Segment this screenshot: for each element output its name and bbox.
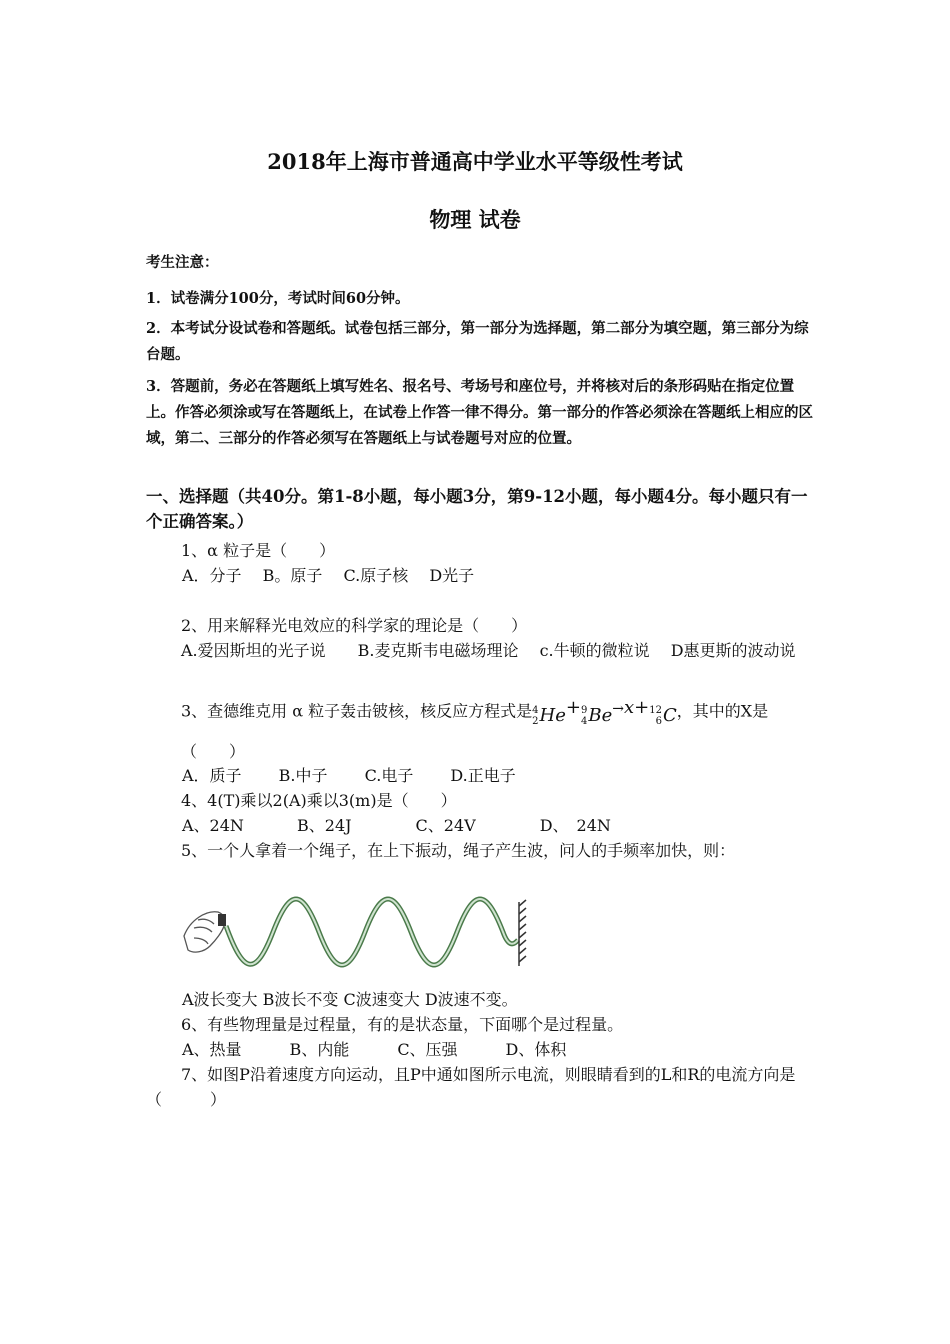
question-3-stem-post: ，其中的X是（ ） <box>181 701 769 761</box>
question-7 <box>146 1062 811 1112</box>
question-6-options: A、热量 B、内能 C、压强 D、体积 <box>182 1040 567 1059</box>
question-3-options: A．质子 B.中子 C.电子 D.正电子 <box>182 766 516 785</box>
question-4-stem: 4、4(T)乘以2(A)乘以3(m)是（ ） <box>181 791 457 810</box>
he-mass-number: 4 <box>532 705 539 716</box>
exam-title: 2018年上海市普通高中学业水平等级性考试 <box>267 149 683 174</box>
question-4 <box>146 788 811 813</box>
question-1 <box>146 538 811 563</box>
c-symbol: C <box>662 705 677 726</box>
question-7-stem: 7、如图P沿着速度方向运动，且P中通如图所示电流，则眼睛看到的L和R的电流方向是（ ） <box>146 1065 796 1109</box>
question-3-stem-pre: 3、查德维克用 α 粒子轰击铍核，核反应方程式是 <box>181 701 533 721</box>
question-5-options: A波长变大 B波长不变 C波速变大 D波速不变。 <box>182 990 518 1009</box>
x-symbol: x <box>624 697 635 718</box>
beryllium-nucleus <box>581 698 612 734</box>
notice-item-3: 3．答题前，务必在答题纸上填写姓名、报名号、考场号和座位号，并将核对后的条形码贴在指定位置上。作答必须涂或写在答题纸上，在试卷上作答一律不得分。第一部分的作答必须涂在答题纸上相应的区域，第二、三部分的作答必须写在答题纸上与试卷题号对应的位置。 <box>146 378 813 447</box>
plus-sign-2: + <box>634 697 650 718</box>
c-mass-number: 12 <box>649 705 662 716</box>
be-symbol: Be <box>588 705 613 726</box>
nuclear-equation <box>532 690 677 734</box>
reaction-arrow: → <box>612 701 624 717</box>
question-4-options: A、24N B、24J C、24V D、 24N <box>182 816 611 835</box>
c-atomic-number: 6 <box>655 716 662 727</box>
question-6 <box>146 1012 811 1037</box>
question-5-stem: 5、一个人拿着一个绳子，在上下振动，绳子产生波，问人的手频率加快，则： <box>181 841 736 860</box>
hand-icon <box>184 912 226 952</box>
he-atomic-number: 2 <box>532 716 539 727</box>
question-1-stem: 1、α 粒子是（ ） <box>181 541 336 560</box>
plus-sign-1: + <box>565 697 581 718</box>
question-2-stem: 2、用来解释光电效应的科学家的理论是（ ） <box>181 616 528 635</box>
question-3 <box>146 690 811 770</box>
question-2 <box>146 613 811 638</box>
be-atomic-number: 4 <box>581 716 588 727</box>
he-symbol: He <box>539 705 566 726</box>
question-1-options: A．分子 B。原子 C.原子核 D光子 <box>182 566 475 585</box>
section-choice-title: 一、选择题（共40分。第1-8小题，每小题3分，第9-12小题，每小题4分。每小题只有一个正确答案。） <box>146 487 808 531</box>
fixed-wall-icon <box>519 900 526 966</box>
helium-nucleus <box>532 698 566 734</box>
notice-item-1: 1．试卷满分100分，考试时间60分钟。 <box>146 290 410 307</box>
rope-wave-figure <box>180 896 530 970</box>
notice-item-2: 2．本考试分设试卷和答题纸。试卷包括三部分，第一部分为选择题，第二部分为填空题，第三部分为综台题。 <box>146 320 809 363</box>
question-5 <box>146 838 811 863</box>
question-6-stem: 6、有些物理量是过程量，有的是状态量，下面哪个是过程量。 <box>181 1015 624 1034</box>
question-2-options: A.爱因斯坦的光子说 B.麦克斯韦电磁场理论 c.牛顿的微粒说 D惠更斯的波动说 <box>181 641 796 660</box>
exam-subtitle: 物理 试卷 <box>429 207 521 232</box>
be-mass-number: 9 <box>581 705 588 716</box>
rope-wave <box>226 899 518 965</box>
carbon-nucleus <box>649 698 677 734</box>
notice-heading: 考生注意： <box>146 254 219 271</box>
